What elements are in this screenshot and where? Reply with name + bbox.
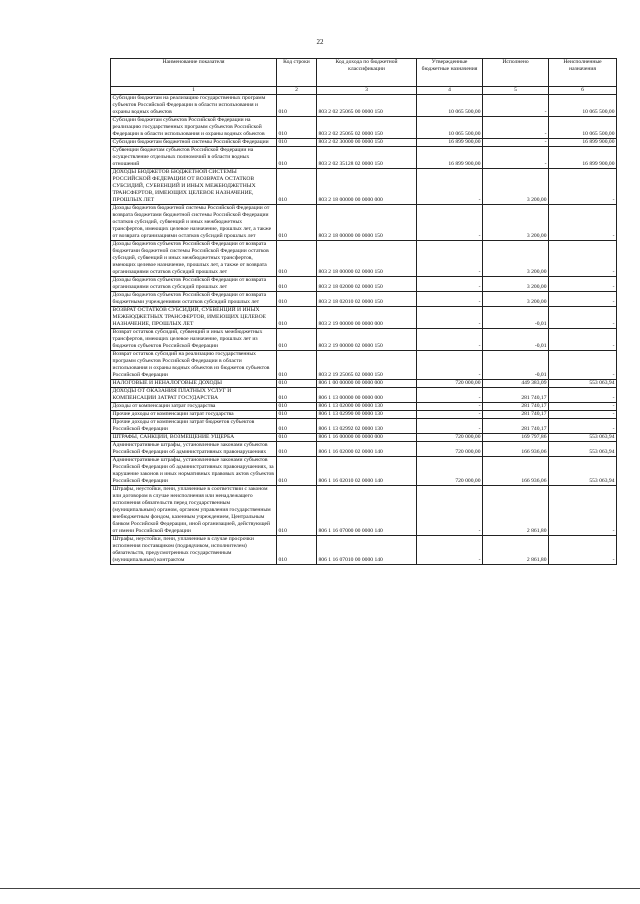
report-body (111, 95, 617, 565)
row-approved: - (417, 536, 483, 565)
row-line-code: 010 (277, 117, 317, 139)
row-unexecuted: - (549, 351, 617, 380)
row-kbk: 803 2 18 00000 02 0000 150 (317, 241, 417, 277)
row-approved: - (417, 277, 483, 292)
row-line-code: 010 (277, 139, 317, 147)
row-kbk: 806 1 16 02000 02 0000 140 (317, 442, 417, 457)
row-name: НАЛОГОВЫЕ И НЕНАЛОГОВЫЕ ДОХОДЫ (111, 380, 277, 388)
row-line-code: 010 (277, 169, 317, 205)
table-row (111, 411, 617, 419)
row-unexecuted: 553 063,94 (549, 442, 617, 457)
table-row (111, 117, 617, 139)
row-kbk: 806 1 13 02990 00 0000 130 (317, 411, 417, 419)
table-row (111, 292, 617, 307)
row-line-code: 010 (277, 403, 317, 411)
row-line-code: 010 (277, 307, 317, 329)
row-name: Возврат остатков субсидий, субвенций и иных межбюджетных трансфертов, имеющих целевое назначение, прошлых лет из бюджетов субъектов Российской Федерации (111, 329, 277, 351)
table-row (111, 419, 617, 434)
page-number: 22 (316, 38, 324, 46)
table-row (111, 241, 617, 277)
row-unexecuted: - (549, 277, 617, 292)
row-name: Субвенции бюджетам субъектов Российской Федерации на осуществление отдельных полномочий в области водных отношений (111, 147, 277, 169)
row-name: Штрафы, неустойки, пени, уплаченные в соответствии с законом или договором в случае неисполнения или ненадлежащего исполнения обязательств перед государственным (муниципальным) органом, органом управления государственным внебюджетным фондом, казенным учреждением, Центральным банком Российской Федерации, иной организацией, действующей от имени Российской Федерации (111, 486, 277, 536)
row-executed: -0,01 (483, 329, 549, 351)
row-approved: 720 000,00 (417, 380, 483, 388)
row-executed: 281 740,17 (483, 419, 549, 434)
row-unexecuted: - (549, 205, 617, 241)
row-executed: 166 936,06 (483, 442, 549, 457)
row-line-code: 010 (277, 351, 317, 380)
table-row (111, 442, 617, 457)
table-row (111, 536, 617, 565)
row-kbk: 803 2 02 25065 00 0000 150 (317, 95, 417, 117)
row-kbk: 806 1 13 00000 00 0000 000 (317, 388, 417, 403)
row-approved: - (417, 292, 483, 307)
row-unexecuted: 10 065 500,00 (549, 95, 617, 117)
row-approved: - (417, 388, 483, 403)
row-executed: -0,01 (483, 351, 549, 380)
header-executed: Исполнено (483, 59, 549, 87)
table-row (111, 307, 617, 329)
row-unexecuted: - (549, 536, 617, 565)
row-name: Административные штрафы, установленные законами субъектов Российской Федерации об административных правонарушениях, за нарушение законов и иных нормативных правовых актов субъектов Российской Федерации (111, 457, 277, 486)
row-unexecuted: - (549, 307, 617, 329)
income-report-table (110, 58, 617, 565)
row-name: Прочие доходы от компенсации затрат бюджетов субъектов Российской Федерации (111, 419, 277, 434)
row-kbk: 803 2 02 35128 02 0000 150 (317, 147, 417, 169)
row-approved: 10 065 500,00 (417, 95, 483, 117)
row-line-code: 010 (277, 457, 317, 486)
row-line-code: 010 (277, 380, 317, 388)
table-row (111, 147, 617, 169)
row-unexecuted: - (549, 388, 617, 403)
row-unexecuted: - (549, 169, 617, 205)
table-row (111, 380, 617, 388)
row-approved: - (417, 241, 483, 277)
row-unexecuted: - (549, 403, 617, 411)
row-line-code: 010 (277, 292, 317, 307)
row-name: Штрафы, неустойки, пени, уплаченные в случае просрочки исполнения поставщиком (подрядчиком, исполнителем) обязательств, предусмотренных государственным (муниципальным) контрактом (111, 536, 277, 565)
row-name: ДОХОДЫ ОТ ОКАЗАНИЯ ПЛАТНЫХ УСЛУГ И КОМПЕНСАЦИИ ЗАТРАТ ГОСУДАРСТВА (111, 388, 277, 403)
row-executed: 3 200,00 (483, 241, 549, 277)
row-approved: 16 899 900,00 (417, 139, 483, 147)
header-line-code: Код строки (277, 59, 317, 87)
table-row (111, 205, 617, 241)
row-executed: -0,01 (483, 307, 549, 329)
row-unexecuted: 16 899 900,00 (549, 147, 617, 169)
row-kbk: 803 2 19 00000 00 0000 000 (317, 307, 417, 329)
row-approved: - (417, 411, 483, 419)
row-kbk: 803 2 02 25065 02 0000 150 (317, 117, 417, 139)
table-row (111, 277, 617, 292)
row-approved: - (417, 169, 483, 205)
table-row (111, 434, 617, 442)
page-bottom-rule (0, 888, 640, 889)
row-unexecuted: - (549, 419, 617, 434)
row-unexecuted: 16 899 900,00 (549, 139, 617, 147)
row-name: ДОХОДЫ БЮДЖЕТОВ БЮДЖЕТНОЙ СИСТЕМЫ РОССИЙСКОЙ ФЕДЕРАЦИИ ОТ ВОЗВРАТА ОСТАТКОВ СУБСИДИЙ, СУБВЕНЦИЙ И ИНЫХ МЕЖБЮДЖЕТНЫХ ТРАНСФЕРТОВ, ИМЕЮЩИХ ЦЕЛЕВОЕ НАЗНАЧЕНИЕ, ПРОШЛЫХ ЛЕТ (111, 169, 277, 205)
row-kbk: 803 2 18 02000 02 0000 150 (317, 277, 417, 292)
row-approved: 16 899 900,00 (417, 147, 483, 169)
row-approved: - (417, 351, 483, 380)
row-unexecuted: - (549, 241, 617, 277)
row-approved: 10 065 500,00 (417, 117, 483, 139)
row-kbk: 806 1 16 00000 00 0000 000 (317, 434, 417, 442)
row-name: Доходы бюджетов субъектов Российской Федерации от возврата бюджетными учреждениями остатков субсидий прошлых лет (111, 292, 277, 307)
row-line-code: 010 (277, 388, 317, 403)
row-executed: 449 383,09 (483, 380, 549, 388)
row-approved: - (417, 307, 483, 329)
column-number: 4 (417, 87, 483, 95)
table-row (111, 95, 617, 117)
row-unexecuted: 10 065 500,00 (549, 117, 617, 139)
column-number: 3 (317, 87, 417, 95)
row-executed: 3 200,00 (483, 169, 549, 205)
row-unexecuted: 553 063,94 (549, 457, 617, 486)
row-name: Субсидии бюджетам бюджетной системы Российской Федерации (111, 139, 277, 147)
row-executed: 2 861,80 (483, 486, 549, 536)
column-number: 2 (277, 87, 317, 95)
row-executed: - (483, 147, 549, 169)
row-kbk: 803 2 19 25065 02 0000 150 (317, 351, 417, 380)
column-number-row (111, 87, 617, 95)
table-row (111, 403, 617, 411)
row-executed: 3 200,00 (483, 292, 549, 307)
column-number: 1 (111, 87, 277, 95)
row-approved: 720 000,00 (417, 457, 483, 486)
row-line-code: 010 (277, 411, 317, 419)
row-kbk: 806 1 13 02000 00 0000 130 (317, 403, 417, 411)
table-row (111, 169, 617, 205)
table-row (111, 388, 617, 403)
header-name: Наименование показателя (111, 59, 277, 87)
row-unexecuted: 553 063,94 (549, 434, 617, 442)
row-name: Субсидии бюджетам на реализацию государственных программ субъектов Российской Федерации в области использования и охраны водных объектов (111, 95, 277, 117)
row-approved: - (417, 486, 483, 536)
row-kbk: 803 2 18 00000 00 0000 150 (317, 205, 417, 241)
row-line-code: 010 (277, 536, 317, 565)
row-approved: 720 000,00 (417, 434, 483, 442)
row-approved: - (417, 419, 483, 434)
row-kbk: 806 1 16 07000 00 0000 140 (317, 486, 417, 536)
row-kbk: 803 2 02 30000 00 0000 150 (317, 139, 417, 147)
row-name: Доходы бюджетов бюджетной системы Российской Федерации от возврата бюджетами бюджетной системы Российской Федерации остатков субсидий, субвенций и иных межбюджетных трансфертов, имеющих целевое назначение, прошлых лет, а также от возврата организациями остатков субсидий прошлых лет (111, 205, 277, 241)
row-name: Доходы бюджетов субъектов Российской Федерации от возврата бюджетами бюджетной системы Российской Федерации остатков субсидий, субвенций и иных межбюджетных трансфертов, имеющих целевое назначение, прошлых лет, а также от возврата организациями остатков субсидий прошлых лет (111, 241, 277, 277)
row-line-code: 010 (277, 277, 317, 292)
row-approved: - (417, 403, 483, 411)
row-executed: 281 740,17 (483, 411, 549, 419)
row-unexecuted: 553 063,94 (549, 380, 617, 388)
row-line-code: 010 (277, 419, 317, 434)
table-row (111, 351, 617, 380)
row-line-code: 010 (277, 434, 317, 442)
row-line-code: 010 (277, 241, 317, 277)
table-row (111, 139, 617, 147)
row-executed: 169 797,86 (483, 434, 549, 442)
row-line-code: 010 (277, 442, 317, 457)
row-name: Административные штрафы, установленные законами субъектов Российской Федерации об административных правонарушениях (111, 442, 277, 457)
row-executed: 3 200,00 (483, 277, 549, 292)
row-unexecuted: - (549, 411, 617, 419)
row-unexecuted: - (549, 486, 617, 536)
row-approved: 720 000,00 (417, 442, 483, 457)
table-row (111, 486, 617, 536)
column-number: 6 (549, 87, 617, 95)
row-executed: 3 200,00 (483, 205, 549, 241)
row-line-code: 010 (277, 147, 317, 169)
row-approved: - (417, 205, 483, 241)
table-row (111, 329, 617, 351)
column-number: 5 (483, 87, 549, 95)
row-line-code: 010 (277, 486, 317, 536)
row-name: Доходы бюджетов субъектов Российской Федерации от возврата организациями остатков субсидий прошлых лет (111, 277, 277, 292)
row-kbk: 806 1 16 02010 02 0000 140 (317, 457, 417, 486)
row-kbk: 806 1 13 02992 02 0000 130 (317, 419, 417, 434)
row-executed: - (483, 117, 549, 139)
row-executed: - (483, 95, 549, 117)
row-executed: 281 740,17 (483, 388, 549, 403)
header-row (111, 59, 617, 87)
row-name: ВОЗВРАТ ОСТАТКОВ СУБСИДИЙ, СУБВЕНЦИЙ И ИНЫХ МЕЖБЮДЖЕТНЫХ ТРАНСФЕРТОВ, ИМЕЮЩИХ ЦЕЛЕВОЕ НАЗНАЧЕНИЕ, ПРОШЛЫХ ЛЕТ (111, 307, 277, 329)
row-name: Возврат остатков субсидий на реализацию государственных программ субъектов Российской Федерации в области использования и охраны водных объектов из бюджетов субъектов Российской Федерации (111, 351, 277, 380)
row-line-code: 010 (277, 329, 317, 351)
header-kbk: Код дохода по бюджетной классификации (317, 59, 417, 87)
row-executed: - (483, 139, 549, 147)
row-executed: 281 740,17 (483, 403, 549, 411)
row-kbk: 803 2 19 00000 02 0000 150 (317, 329, 417, 351)
row-executed: 166 936,06 (483, 457, 549, 486)
row-unexecuted: - (549, 329, 617, 351)
row-executed: 2 861,80 (483, 536, 549, 565)
row-kbk: 803 2 18 02010 02 0000 150 (317, 292, 417, 307)
row-kbk: 806 1 00 00000 00 0000 000 (317, 380, 417, 388)
row-line-code: 010 (277, 95, 317, 117)
row-name: Доходы от компенсации затрат государства (111, 403, 277, 411)
row-approved: - (417, 329, 483, 351)
header-approved: Утвержденные бюджетные назначения (417, 59, 483, 87)
row-name: Прочие доходы от компенсации затрат государства (111, 411, 277, 419)
row-name: Субсидии бюджетам субъектов Российской Федерации на реализацию государственных программ субъектов Российской Федерации в области использования и охраны водных объектов (111, 117, 277, 139)
table-row (111, 457, 617, 486)
row-kbk: 806 1 16 07010 00 0000 140 (317, 536, 417, 565)
row-kbk: 803 2 18 00000 00 0000 000 (317, 169, 417, 205)
row-line-code: 010 (277, 205, 317, 241)
row-name: ШТРАФЫ, САНКЦИИ, ВОЗМЕЩЕНИЕ УЩЕРБА (111, 434, 277, 442)
header-unexecuted: Неисполненные назначения (549, 59, 617, 87)
row-unexecuted: - (549, 292, 617, 307)
